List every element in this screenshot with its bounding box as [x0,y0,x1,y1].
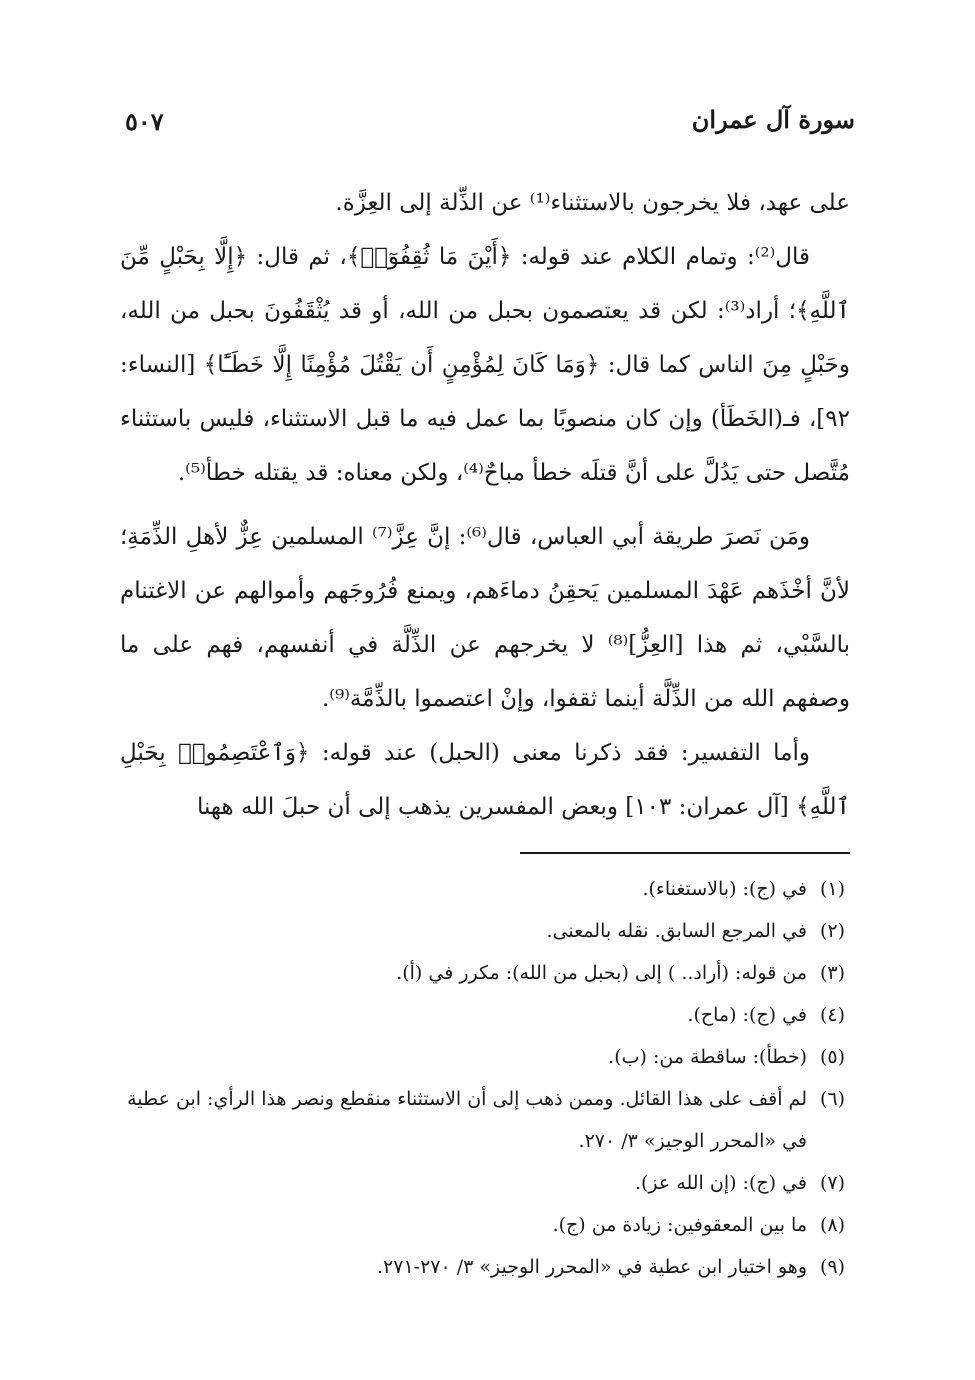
footnote-text: لم أقف على هذا القائل. وممن ذهب إلى أن الاستثناء منقطع ونصر هذا الرأي: ابن عطية في «المحرر الوجيز» ٣/ ٢٧٠. [127,1088,807,1152]
surah-title: سورة آل عمران [691,105,855,134]
paragraph-2: قال⁽²⁾: وتمام الكلام عند قوله: ﴿أَيْنَ مَا ثُقِفُوٓا۟﴾، ثم قال: ﴿إِلَّا بِحَبْلٍ مِّنَ ٱللَّهِ﴾؛ أراد⁽³⁾: لكن قد يعتصمون بحبل من الله، أو قد يُثْقَفُونَ بحبل من الله، وحَبْلٍ مِنَ الناس كما قال: ﴿وَمَا كَانَ لِمُؤْمِنٍ أَن يَقْتُلَ مُؤْمِنًا إِلَّا خَطَـًٔا﴾ [النساء: ٩٢]، فـ(الخَطَأ) وإن كان منصوبًا بما عمل فيه ما قبل الاستثناء، فليس باستثناء مُتَّصل حتى يَدُلَّ على أنَّ قتلَه خطأ مباحٌ⁽⁴⁾، ولكن معناه: قد يقتله خطأ⁽⁵⁾. [120,244,850,486]
footnote-item [120,868,845,910]
footnote-item [120,910,845,952]
footnote-text: من قوله: (أراد.. ) إلى (بحبل من الله): مكرر في (أ). [396,962,807,984]
page-header [125,105,855,145]
footnote-item [120,1078,845,1162]
footnote-item [120,1162,845,1204]
footnote-text: ما بين المعقوفين: زيادة من (ج). [552,1214,807,1236]
footnote-text: (خطأ): ساقطة من: (ب). [608,1046,807,1068]
footnote-divider [520,852,850,854]
footnote-text: في (ج): (إن الله عز). [634,1172,807,1194]
footnote-item [120,1246,845,1288]
footnote-number: (٥) [819,1046,845,1068]
footnote-item [120,952,845,994]
footnote-text: وهو اختيار ابن عطية في «المحرر الوجيز» ٣/ ٢٧٠-٢٧١. [377,1256,807,1278]
footnote-number: (١) [819,878,845,900]
paragraph-3: ومَن نَصرَ طريقة أبي العباس، قال⁽⁶⁾: إنَّ عِزَّ⁽⁷⁾ المسلمين عِزٌّ لأهلِ الذِّمَةِ؛ لأنَّ أخْذَهم عَهْدَ المسلمين يَحقِنُ دماءَهم، ويمنع فُرُوجَهم وأموالهم عن الاغتنام بالسَّبْي، ثم هذا [العِزُّ]⁽⁸⁾ لا يخرجهم عن الذِّلَّة في أنفسهم، فهم على ما وصفهم الله من الذِّلَّة أينما ثقفوا، وإنْ اعتصموا بالذِّمَّة⁽⁹⁾. [120,524,850,712]
footnote-number: (٣) [819,962,845,984]
footnote-number: (٤) [819,1004,845,1026]
footnote-text: في المرجع السابق. نقله بالمعنى. [546,920,807,942]
page-number: ٥٠٧ [125,107,164,136]
main-text [120,176,850,834]
footnote-number: (٩) [819,1256,845,1278]
footnote-number: (٨) [819,1214,845,1236]
footnote-item [120,994,845,1036]
footnote-item [120,1204,845,1246]
paragraph-4: وأما التفسير: فقد ذكرنا معنى (الحبل) عند قوله: ﴿وَٱعْتَصِمُوا۟ بِحَبْلِ ٱللَّهِ﴾ [آل عمران: ١٠٣] وبعض المفسرين يذهب إلى أن حبلَ الله ههنا [120,740,850,820]
footnote-number: (٧) [819,1172,845,1194]
footnote-text: في (ج): (بالاستغناء). [642,878,807,900]
footnotes-section [120,868,845,1288]
footnote-item [120,1036,845,1078]
footnote-number: (٦) [819,1088,845,1110]
footnote-number: (٢) [819,920,845,942]
footnote-text: في (ج): (ماح). [687,1004,807,1026]
paragraph-1: على عهد، فلا يخرجون بالاستثناء⁽¹⁾ عن الذِّلة إلى العِزَّة. [335,190,850,216]
